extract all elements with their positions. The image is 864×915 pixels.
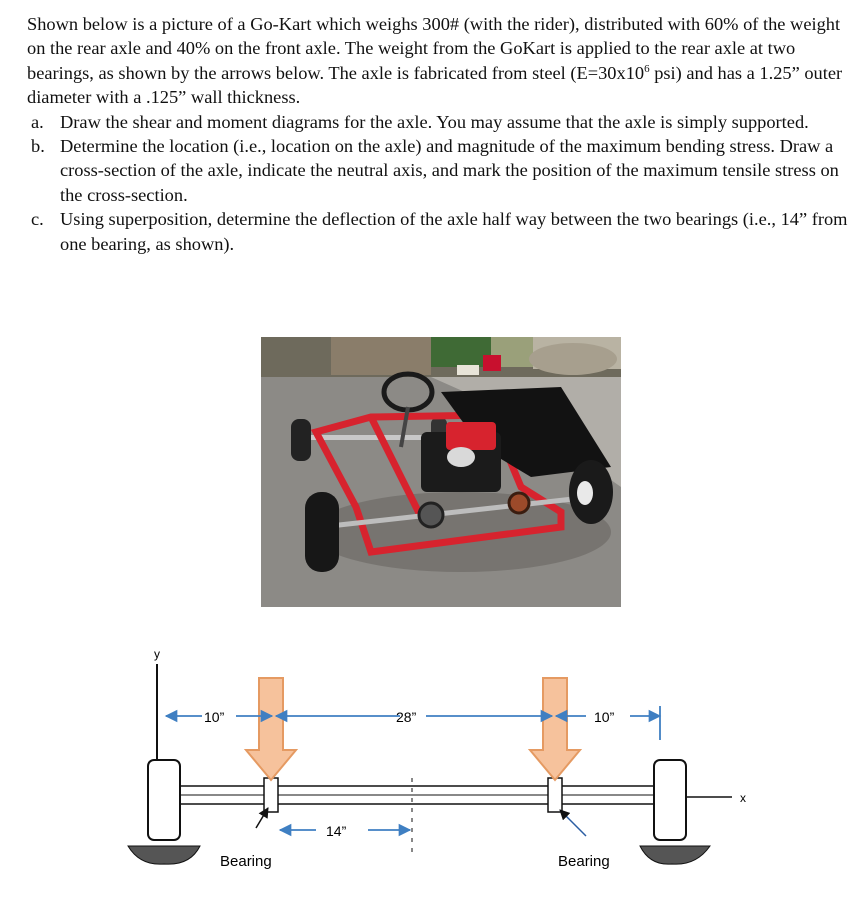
right-bearing-pointer xyxy=(560,810,586,836)
right-wheel xyxy=(654,760,686,840)
problem-statement xyxy=(27,12,857,256)
problem-parts-list xyxy=(27,110,857,256)
part-text: Determine the location (i.e., location on the axle) and magnitude of the maximum bending stress. Draw a cross-section of the axle, indicate the neutral axis, and mark the position of the maximum tensile stress on the cross-section. xyxy=(60,136,839,205)
y-axis-label: y xyxy=(154,647,160,661)
dim-middle-label: 28” xyxy=(396,709,417,725)
right-bearing xyxy=(548,778,562,812)
go-kart-photo xyxy=(261,337,621,607)
part-letter: b. xyxy=(31,136,45,157)
problem-part-b xyxy=(27,134,857,207)
axle-diagram xyxy=(120,640,746,880)
right-load-arrow xyxy=(530,678,580,780)
axle-diagram-svg xyxy=(120,640,746,880)
dim-left-label: 10” xyxy=(204,709,225,725)
left-bearing xyxy=(264,778,278,812)
go-kart-illustration xyxy=(261,337,621,607)
problem-part-a xyxy=(27,110,857,134)
dim-right-label: 10” xyxy=(594,709,615,725)
problem-part-c xyxy=(27,207,857,256)
part-text: Draw the shear and moment diagrams for the axle. You may assume that the axle is simply supported. xyxy=(60,111,809,132)
part-letter: c. xyxy=(31,209,44,230)
bearing-left-label: Bearing xyxy=(220,853,272,870)
left-load-arrow xyxy=(246,678,296,780)
problem-intro: Shown below is a picture of a Go-Kart which weighs 300# (with the rider), distributed with 60% of the weight on the rear axle and 40% on the front axle. The weight from the GoKart is applied to the rear axle at two bearings, as shown by the arrows below. The axle is fabricated from steel ($E=30x10^6$ psi) and has a 1.25” outer diameter with a .125” wall thickness. xyxy=(27,14,843,108)
left-bearing-pointer xyxy=(256,808,268,828)
right-ground-support xyxy=(640,846,710,864)
left-wheel xyxy=(148,760,180,840)
part-letter: a. xyxy=(31,111,44,132)
dim-half-label: 14” xyxy=(326,823,347,839)
bearing-right-label: Bearing xyxy=(558,853,610,870)
x-axis-label: x xyxy=(740,791,746,805)
left-ground-support xyxy=(128,846,200,864)
part-text: Using superposition, determine the deflection of the axle half way between the two bearings (i.e., 14” from one bearing, as shown). xyxy=(60,209,848,254)
